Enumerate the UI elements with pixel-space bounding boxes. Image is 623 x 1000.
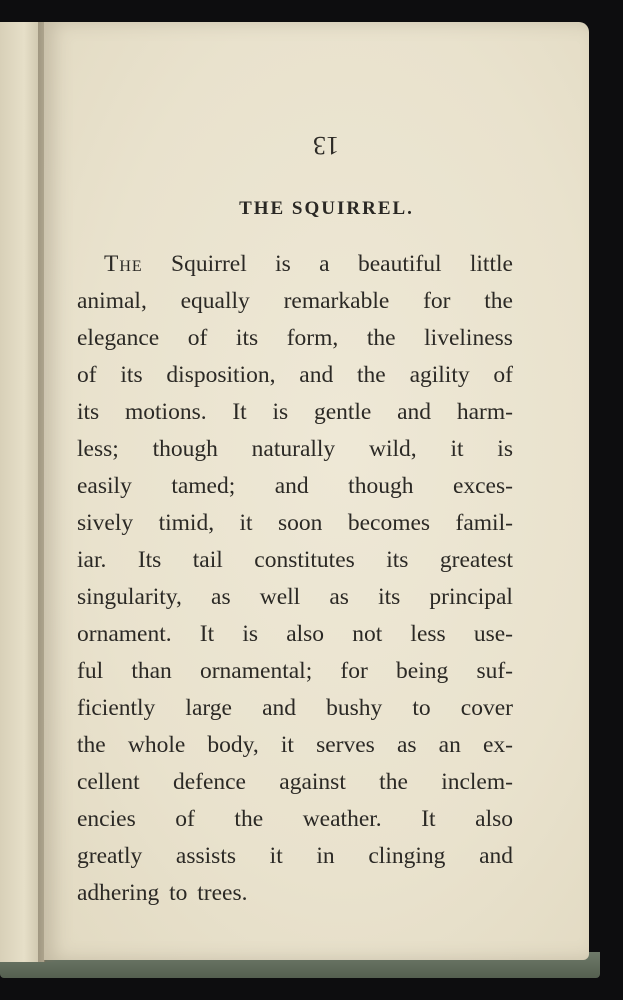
text-word: serves (316, 732, 375, 758)
text-word: to (169, 880, 188, 906)
text-line (77, 320, 513, 357)
text-word: sively (77, 510, 134, 536)
text-word: singularity, (77, 584, 182, 610)
text-word: exces- (452, 473, 513, 499)
text-line (77, 246, 513, 283)
text-word: the (77, 732, 106, 758)
text-word: being (396, 658, 449, 684)
text-line (77, 764, 513, 801)
body-text (77, 246, 513, 912)
text-line (77, 468, 513, 505)
text-word: though (152, 436, 218, 462)
text-word: and (479, 843, 513, 869)
text-word: of (187, 325, 208, 351)
text-word: is (242, 621, 259, 647)
text-word: whole (127, 732, 186, 758)
text-line (77, 394, 513, 431)
text-word: defence (172, 769, 246, 795)
text-word: clinging (368, 843, 446, 869)
text-word: trees. (197, 880, 248, 906)
text-word: timid, (158, 510, 215, 536)
text-word: and (299, 362, 334, 388)
text-word: the (484, 288, 513, 314)
text-word: harm- (456, 399, 513, 425)
text-word: well (259, 584, 301, 610)
text-word: soon (278, 510, 323, 536)
text-line (77, 801, 513, 838)
text-word: the (357, 362, 386, 388)
text-word: little (469, 251, 513, 277)
text-word: iar. (77, 547, 107, 573)
text-word: principal (429, 584, 513, 610)
text-word: naturally (251, 436, 336, 462)
text-word: its (120, 362, 143, 388)
text-word: ful (77, 658, 104, 684)
text-word: It (421, 806, 436, 832)
text-word: ornamental; (199, 658, 313, 684)
text-word: the (366, 325, 396, 351)
text-word: its (77, 399, 100, 425)
text-word: animal, (77, 288, 147, 314)
text-word: of (175, 806, 195, 832)
text-word: encies (77, 806, 136, 832)
text-word: the (379, 769, 408, 795)
text-line (77, 505, 513, 542)
text-word: equally (180, 288, 250, 314)
book-page (44, 22, 589, 960)
text-word: beautiful (357, 251, 442, 277)
text-word: and (262, 695, 297, 721)
text-word: bushy (326, 695, 383, 721)
text-word: its (378, 584, 401, 610)
text-word: less; (77, 436, 119, 462)
text-word: suf- (476, 658, 513, 684)
text-word: as (329, 584, 349, 610)
text-word: the (234, 806, 264, 832)
text-word: it (239, 510, 253, 536)
text-word: it (269, 843, 283, 869)
text-line (77, 283, 513, 320)
text-line (77, 616, 513, 653)
text-word: cover (460, 695, 513, 721)
text-word: tail (192, 547, 223, 573)
text-word: to (412, 695, 431, 721)
text-word: of (77, 362, 97, 388)
text-word: remarkable (283, 288, 390, 314)
text-word: cellent (77, 769, 140, 795)
text-word: is (497, 436, 513, 462)
text-word: use- (473, 621, 513, 647)
text-word: less (410, 621, 446, 647)
text-word: motions. (124, 399, 207, 425)
text-word: for (423, 288, 451, 314)
text-word: is (275, 251, 291, 277)
text-word: liveliness (424, 325, 513, 351)
text-word: also (475, 806, 513, 832)
text-line (77, 690, 513, 727)
text-word: inclem- (441, 769, 513, 795)
text-word: body, (207, 732, 259, 758)
text-word: for (340, 658, 368, 684)
text-word: of (493, 362, 513, 388)
text-word: it (280, 732, 294, 758)
text-word: a (319, 251, 330, 277)
text-line (77, 875, 513, 912)
text-word: The (104, 251, 143, 277)
text-word: its (235, 325, 259, 351)
text-word: ficiently (77, 695, 156, 721)
text-word: tamed; (171, 473, 236, 499)
text-word: agility (409, 362, 470, 388)
text-word: weather. (302, 806, 382, 832)
text-word: It (199, 621, 215, 647)
text-word: also (286, 621, 325, 647)
text-word: as (211, 584, 231, 610)
text-word: adhering (77, 880, 160, 906)
text-word: wild, (368, 436, 417, 462)
text-word: It (232, 399, 247, 425)
text-line (77, 653, 513, 690)
text-word: it (450, 436, 464, 462)
text-word: and (397, 399, 432, 425)
text-word: constitutes (254, 547, 355, 573)
text-word: as (396, 732, 417, 758)
text-word: famil- (455, 510, 513, 536)
text-word: becomes (347, 510, 431, 536)
text-word: in (316, 843, 335, 869)
text-word: form, (286, 325, 339, 351)
text-word: greatly (77, 843, 143, 869)
page-number: 13 (313, 131, 339, 160)
text-word: is (272, 399, 289, 425)
text-line (77, 542, 513, 579)
text-word: large (185, 695, 232, 721)
text-word: Its (137, 547, 162, 573)
text-word: than (131, 658, 172, 684)
text-word: assists (175, 843, 236, 869)
text-word: and (274, 473, 309, 499)
text-word: ornament. (77, 621, 172, 647)
text-word: disposition, (166, 362, 276, 388)
text-line (77, 357, 513, 394)
text-line (77, 431, 513, 468)
text-word: elegance (77, 325, 160, 351)
text-word: ex- (482, 732, 513, 758)
text-word: not (352, 621, 383, 647)
text-line (77, 579, 513, 616)
text-word: an (438, 732, 461, 758)
text-line (77, 838, 513, 875)
text-word: easily (77, 473, 132, 499)
chapter-heading: THE SQUIRREL. (239, 198, 414, 219)
text-line (77, 727, 513, 764)
text-word: greatest (439, 547, 513, 573)
text-word: against (279, 769, 346, 795)
text-word: its (386, 547, 409, 573)
text-word: Squirrel (171, 251, 247, 277)
text-word: though (348, 473, 414, 499)
text-word: gentle (313, 399, 372, 425)
